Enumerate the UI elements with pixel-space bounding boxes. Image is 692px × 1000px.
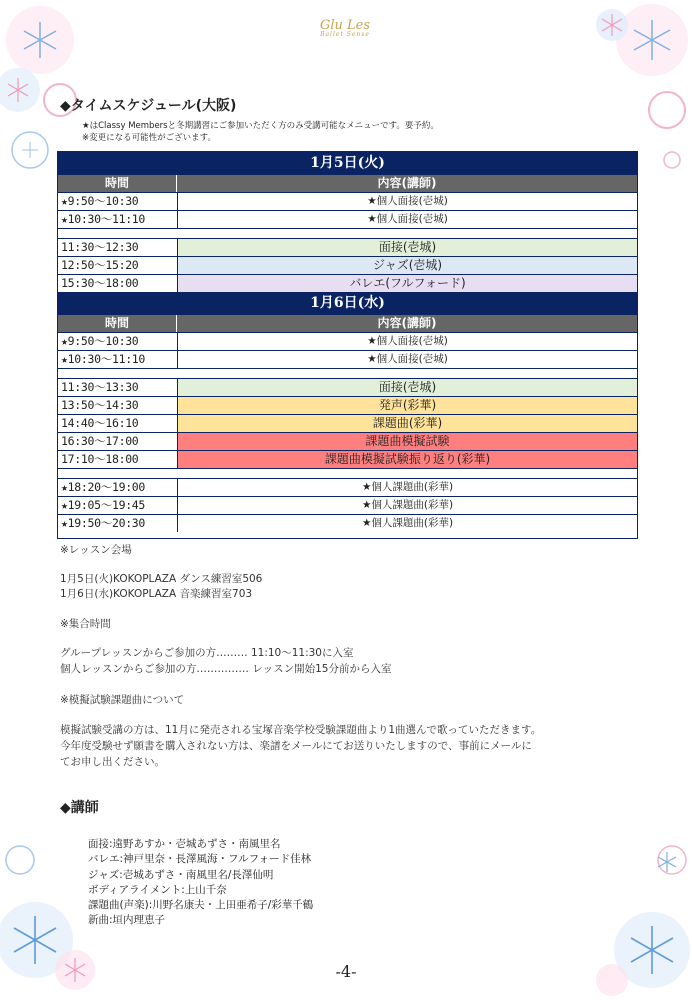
brand-logo: Glu Les Ballet Sense — [319, 18, 371, 38]
time-cell: ★19:50〜20:30 — [58, 515, 178, 532]
row-spacer — [58, 468, 637, 478]
venue-line: 1月5日(火)KOKOPLAZA ダンス練習室506 — [60, 573, 263, 585]
column-header-content: 内容(講師) — [377, 316, 437, 330]
note-line: ※変更になる可能性がございます。 — [82, 133, 216, 143]
table-row — [58, 514, 637, 532]
content-cell: ★個人課題曲(彩華) — [361, 481, 454, 493]
row-spacer — [58, 228, 637, 238]
time-cell: 14:40〜16:10 — [58, 415, 178, 432]
table-row — [58, 274, 637, 292]
meeting-heading: ※集合時間 — [60, 618, 111, 630]
table-bottom-padding — [58, 532, 637, 538]
instructor-line: ジャズ:壱城あずさ・南風里名/長澤仙明 — [88, 868, 274, 881]
content-cell: 課題曲模擬試験振り返り(彩華) — [178, 451, 637, 468]
schedule-section-title: ◆タイムスケジュール(大阪) — [60, 98, 237, 114]
page-number: -4- — [335, 962, 357, 981]
instructor-list — [88, 837, 313, 929]
column-header-time: 時間 — [58, 175, 177, 192]
column-header-time: 時間 — [58, 315, 177, 332]
day-header: 1月6日(水) — [58, 292, 637, 314]
time-cell: 11:30〜13:30 — [58, 379, 178, 396]
time-cell: ★19:05〜19:45 — [58, 497, 178, 514]
content-cell: ジャズ(壱城) — [178, 257, 637, 274]
table-row — [58, 478, 637, 496]
table-row — [58, 350, 637, 368]
content-cell: 発声(彩華) — [178, 397, 637, 414]
table-row — [58, 450, 637, 468]
table-row — [58, 238, 637, 256]
time-cell: 12:50〜15:20 — [58, 257, 178, 274]
content-cell: ★個人面接(壱城) — [367, 335, 448, 347]
column-header-content: 内容(講師) — [377, 176, 437, 190]
content-cell: ★個人面接(壱城) — [367, 353, 448, 365]
instructor-line: 新曲:垣内理恵子 — [88, 914, 166, 927]
content-cell: ★個人面接(壱城) — [367, 195, 448, 207]
note-line: ★はClassy Membersと冬期講習にご参加いただく方のみ受講可能なメニューです。要予約。 — [82, 121, 439, 131]
content-cell: ★個人面接(壱城) — [367, 213, 448, 225]
table-row — [58, 396, 637, 414]
time-cell: ★10:30〜11:10 — [58, 351, 178, 368]
content-cell: ★個人課題曲(彩華) — [361, 499, 454, 511]
instructor-line: 課題曲(声楽):川野名康夫・上田亜希子/彩華千鶴 — [88, 899, 314, 912]
time-cell: 13:50〜14:30 — [58, 397, 178, 414]
row-spacer — [58, 368, 637, 378]
content-cell: 面接(壱城) — [178, 239, 637, 256]
instructor-line: バレエ:神戸里奈・長澤風海・フルフォード佳林 — [88, 853, 312, 866]
mock-line: 模擬試験受講の方は、11月に発売される宝塚音楽学校受験課題曲より1曲選んで歌っていただきます。 — [60, 724, 542, 736]
column-header-row — [58, 314, 637, 332]
day-header: 1月5日(火) — [58, 152, 637, 174]
meeting-line: 個人レッスンからご参加の方…………… レッスン開始15分前から入室 — [60, 663, 392, 675]
table-row — [58, 210, 637, 228]
time-cell: ★10:30〜11:10 — [58, 211, 178, 228]
venue-heading: ※レッスン会場 — [60, 544, 132, 556]
mock-heading: ※模擬試験課題曲について — [60, 694, 185, 706]
time-cell: 16:30〜17:00 — [58, 433, 178, 450]
content-cell: 課題曲模擬試験 — [178, 433, 637, 450]
instructors-section-title: ◆講師 — [60, 800, 99, 816]
content-cell: 面接(壱城) — [178, 379, 637, 396]
table-row — [58, 256, 637, 274]
meeting-line: グループレッスンからご参加の方……… 11:10〜11:30に入室 — [60, 647, 354, 659]
table-row — [58, 332, 637, 350]
time-cell: 17:10〜18:00 — [58, 451, 178, 468]
instructor-line: ボディアライメント:上山千奈 — [88, 883, 227, 896]
time-cell: 11:30〜12:30 — [58, 239, 178, 256]
time-cell: ★18:20〜19:00 — [58, 479, 178, 496]
table-row — [58, 378, 637, 396]
content-cell: ★個人課題曲(彩華) — [361, 517, 454, 529]
content-cell: バレエ(フルフォード) — [178, 275, 637, 292]
table-row — [58, 192, 637, 210]
time-cell: 15:30〜18:00 — [58, 275, 178, 292]
mock-line: 今年度受験せず願書を購入されない方は、楽譜をメールにてお送りいたしますので、事前にメールに — [60, 740, 532, 752]
time-cell: ★9:50〜10:30 — [58, 193, 178, 210]
instructor-line: 面接:遠野あすか・壱城あずさ・南風里名 — [88, 838, 281, 850]
table-row — [58, 414, 637, 432]
table-row — [58, 432, 637, 450]
venue-line: 1月6日(水)KOKOPLAZA 音楽練習室703 — [60, 588, 253, 600]
content-cell: 課題曲(彩華) — [178, 415, 637, 432]
time-cell: ★9:50〜10:30 — [58, 333, 178, 350]
schedule-table — [57, 151, 638, 539]
schedule-notes — [82, 120, 439, 144]
column-header-row — [58, 174, 637, 192]
mock-line: てお申し出ください。 — [60, 756, 165, 768]
table-row — [58, 496, 637, 514]
